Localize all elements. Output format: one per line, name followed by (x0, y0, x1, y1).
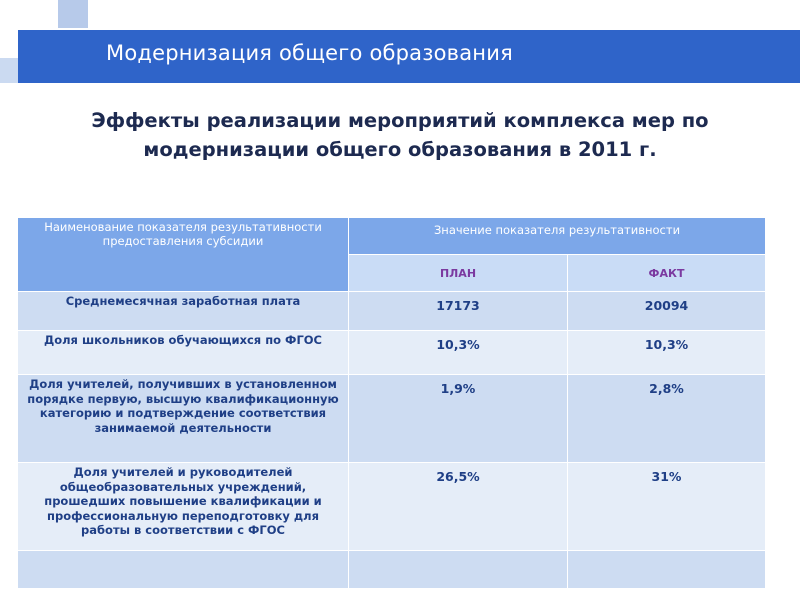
slide-subtitle: Эффекты реализации мероприятий комплекса мер по модернизации общего образования в 2011 г. (91, 109, 709, 161)
fact-value: 2,8% (568, 375, 766, 463)
table-row (18, 292, 766, 331)
header-plan: ПЛАН (349, 255, 568, 292)
header-indicator-value: Значение показателя результативности (349, 218, 766, 255)
plan-value: 1,9% (349, 375, 568, 463)
fact-value (568, 551, 766, 589)
plan-value: 17173 (349, 292, 568, 331)
table-row (18, 331, 766, 375)
fact-value: 31% (568, 463, 766, 551)
table-row (18, 463, 766, 551)
plan-value: 26,5% (349, 463, 568, 551)
indicators-table (17, 217, 766, 589)
decor-square (58, 0, 88, 28)
indicator-name: Доля учителей, получивших в установленном порядке первую, высшую квалификационную категорию и подтверждение соответствия занимаемой деятельности (18, 375, 349, 463)
page-title: Модернизация общего образования (106, 41, 513, 65)
table-row (18, 375, 766, 463)
fact-value: 10,3% (568, 331, 766, 375)
indicator-name: Доля учителей и руководителей общеобразовательных учреждений, прошедших повышение квалификации и профессиональную переподготовку для работы в соответствии с ФГОС (18, 463, 349, 551)
header-fact: ФАКТ (568, 255, 766, 292)
plan-value: 10,3% (349, 331, 568, 375)
indicator-name: Доля школьников обучающихся по ФГОС (18, 331, 349, 375)
table-row (18, 551, 766, 589)
indicator-name (18, 551, 349, 589)
plan-value (349, 551, 568, 589)
indicator-name: Среднемесячная заработная плата (18, 292, 349, 331)
header-indicator-name: Наименование показателя результативности предоставления субсидии (18, 218, 349, 292)
fact-value: 20094 (568, 292, 766, 331)
